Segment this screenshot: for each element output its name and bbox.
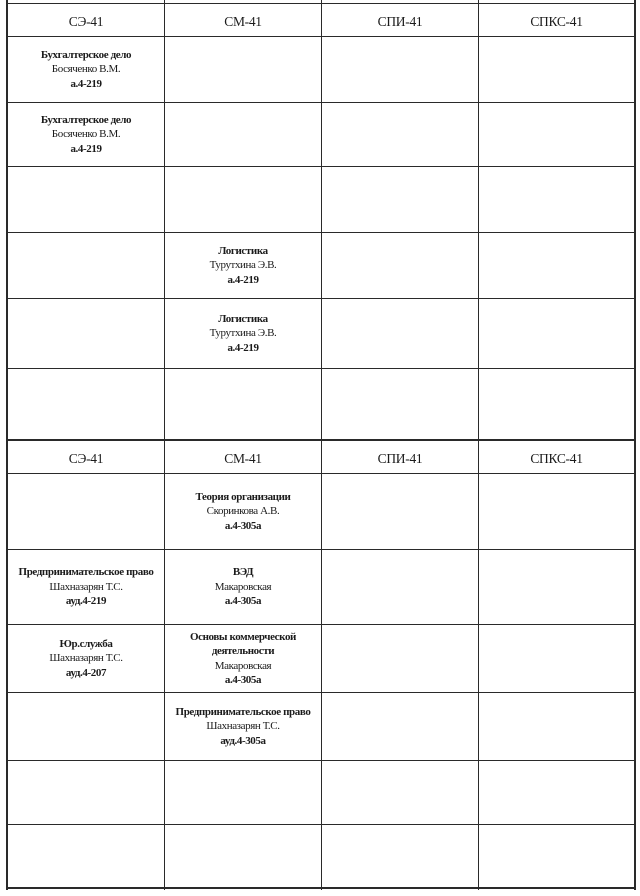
lesson-room: а.4-305а [224,674,262,686]
lesson-subject: Предпринимательское право [175,705,311,718]
lesson-cell [165,474,321,549]
group-header-spi41: СПИ-41 [377,14,423,29]
column-divider [478,0,479,890]
lesson-room: ауд.4-219 [65,595,107,608]
right-border [634,0,636,890]
lesson-room: а.4-219 [70,77,102,90]
lesson-teacher: Шахназарян Т.С. [49,652,123,665]
lesson-cell [165,233,321,298]
lesson-room: ауд.4-305а [220,734,266,747]
block-divider [6,439,636,441]
row-divider [6,298,636,299]
lesson-subject: Основы коммерческой деятельности [189,630,296,657]
row-divider [6,368,636,369]
lesson-cell [165,299,321,368]
lesson-subject: Бухгалтерское дело [40,48,132,61]
row-divider [6,473,636,474]
lesson-subject: Логистика [218,312,268,325]
group-header-sm41: СМ-41 [224,451,262,466]
lesson-cell [8,625,164,692]
lesson-cell [8,37,164,102]
lesson-teacher: Шахназарян Т.С. [49,580,123,593]
lesson-teacher: Макаровская [214,659,272,672]
lesson-room: а.4-219 [70,142,102,155]
lesson-teacher: Скоринкова А.В. [206,505,280,518]
lesson-teacher: Турутхина Э.В. [209,327,277,340]
lesson-subject: ВЭД [232,566,254,579]
group-header-spks41: СПКС-41 [530,14,583,29]
group-header-se41: СЭ-41 [68,14,104,29]
group-header-spi41: СПИ-41 [377,451,423,466]
lesson-cell [165,693,321,760]
lesson-teacher: Турутхина Э.В. [209,259,277,272]
row-divider [6,232,636,233]
lesson-subject: Бухгалтерское дело [40,113,132,126]
group-header-spks41: СПКС-41 [530,451,583,466]
lesson-cell [8,103,164,166]
row-divider [6,3,636,4]
lesson-subject: Юр.служба [59,637,113,650]
row-divider [6,692,636,693]
lesson-teacher: Босяченко В.М. [51,63,121,76]
lesson-cell [8,550,164,624]
lesson-subject: Теория организации [195,490,291,503]
lesson-teacher: Шахназарян Т.С. [206,720,280,733]
group-header-se41: СЭ-41 [68,451,104,466]
group-header-sm41: СМ-41 [224,14,262,29]
lesson-teacher: Макаровская [214,580,272,593]
lesson-room: а.4-305а [224,595,262,608]
lesson-teacher: Босяченко В.М. [51,128,121,141]
row-divider [6,760,636,761]
lesson-room: а.4-219 [227,273,259,286]
lesson-room: а.4-219 [227,341,259,354]
column-divider [321,0,322,890]
lesson-subject: Предпринимательское право [18,566,154,579]
lesson-room: а.4-305а [224,519,262,532]
lesson-subject: Логистика [218,244,268,257]
lesson-cell [165,625,321,692]
row-divider [6,824,636,825]
bottom-border [6,887,636,889]
row-divider [6,166,636,167]
lesson-cell [165,550,321,624]
lesson-room: ауд.4-207 [65,666,107,679]
